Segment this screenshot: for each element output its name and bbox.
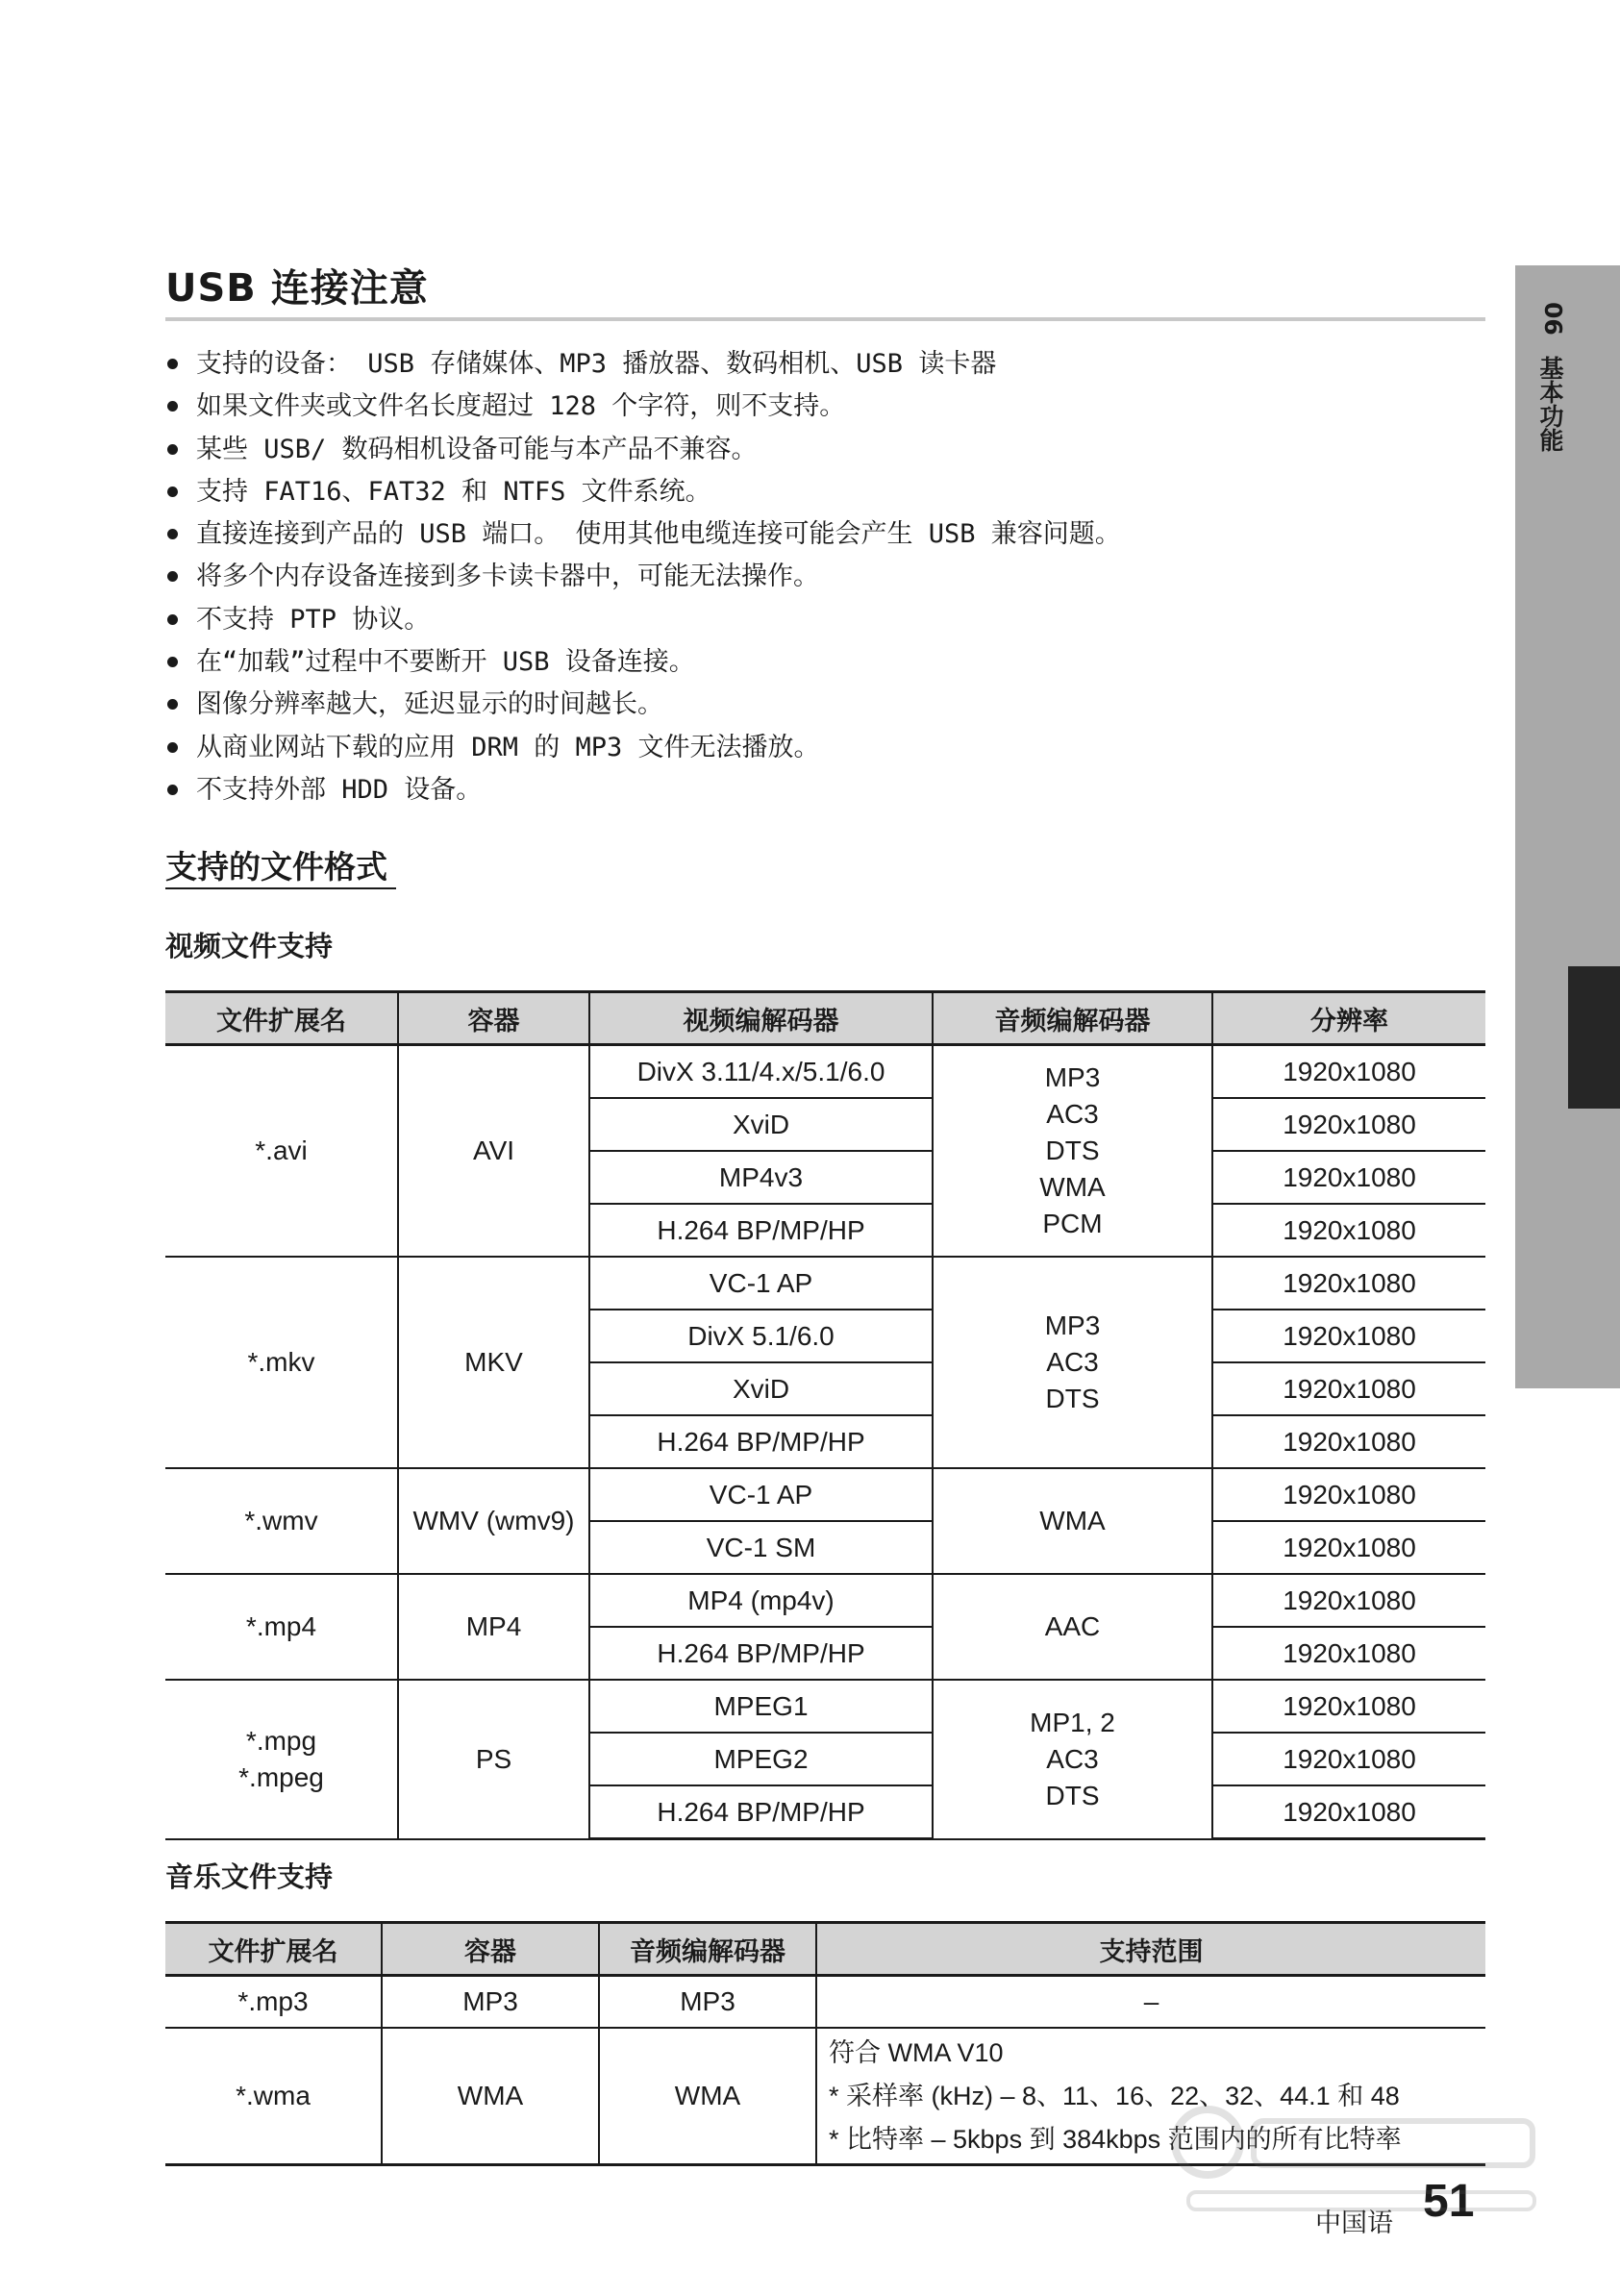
resolution-cell: 1920x1080 [1212, 1733, 1485, 1785]
file-extension-cell [165, 1257, 398, 1468]
table-row [165, 1976, 1485, 2029]
resolution-cell: 1920x1080 [1212, 1151, 1485, 1204]
table-row [165, 1045, 1485, 1099]
audio-codec: MP3 [1044, 1062, 1101, 1092]
container-cell: MP3 [382, 1976, 599, 2029]
video-codec-cell: MP4v3 [589, 1151, 933, 1204]
bullet-item [165, 513, 1492, 556]
file-extension: *.mpg [245, 1725, 317, 1756]
chapter-label [1515, 265, 1567, 477]
audio-codec-cell: MP3 [599, 1976, 816, 2029]
table-row [165, 1574, 1485, 1627]
chapter-title: 基本功能 [1536, 356, 1564, 453]
bullet-text: 某些 USB/ 数码相机设备可能与本产品不兼容。 [196, 434, 758, 464]
file-extension: *.mkv [247, 1347, 315, 1377]
audio-codec: MP3 [1044, 1310, 1101, 1340]
audio-codec: WMA [1039, 1172, 1106, 1202]
file-extension-cell [165, 1468, 398, 1574]
container-cell: WMA [382, 2028, 599, 2165]
audio-codec-cell: WMA [599, 2028, 816, 2165]
video-codec-cell: DivX 5.1/6.0 [589, 1310, 933, 1362]
bullet-text: 在“加载”过程中不要断开 USB 设备连接。 [196, 647, 695, 678]
bullet-text: 支持 FAT16、FAT32 和 NTFS 文件系统。 [196, 476, 711, 507]
table-row [165, 1680, 1485, 1733]
video-codec-cell: MPEG1 [589, 1680, 933, 1733]
file-extension: *.mpeg [238, 1761, 324, 1792]
bullet-item [165, 343, 1492, 386]
bullet-text: 不支持 PTP 协议。 [196, 604, 431, 635]
bullet-dot-icon [167, 444, 178, 455]
resolution-cell: 1920x1080 [1212, 1680, 1485, 1733]
resolution-cell: 1920x1080 [1212, 1415, 1485, 1468]
container-cell: MKV [398, 1257, 589, 1468]
support-range-cell [816, 1976, 1485, 2029]
video-codec-cell: MP4 (mp4v) [589, 1574, 933, 1627]
audio-codec: AAC [1044, 1611, 1101, 1641]
bullet-item [165, 556, 1492, 598]
video-codec-cell: H.264 BP/MP/HP [589, 1415, 933, 1468]
resolution-cell: 1920x1080 [1212, 1045, 1485, 1099]
table-row [165, 1257, 1485, 1310]
chapter-side-tab-marker [1568, 966, 1620, 1109]
page-number: 51 [1423, 2176, 1475, 2227]
column-header: 文件扩展名 [165, 1923, 382, 1976]
file-extension-cell: *.wma [165, 2028, 382, 2165]
video-subtitle: 视频文件支持 [165, 930, 334, 962]
resolution-cell: 1920x1080 [1212, 1257, 1485, 1310]
container-cell: WMV (wmv9) [398, 1468, 589, 1574]
audio-codec: PCM [1042, 1209, 1103, 1238]
container-cell: AVI [398, 1045, 589, 1258]
bullet-text: 支持的设备： USB 存储媒体、MP3 播放器、数码相机、USB 读卡器 [196, 349, 997, 379]
audio-codec-cell [933, 1680, 1212, 1839]
baidu-watermark-logo [1150, 2084, 1554, 2229]
resolution-cell: 1920x1080 [1212, 1468, 1485, 1521]
footer-language: 中国语 [1315, 2209, 1393, 2238]
bullet-item [165, 684, 1492, 726]
video-format-table [165, 990, 1485, 1840]
video-codec-cell: H.264 BP/MP/HP [589, 1785, 933, 1839]
bullet-text: 将多个内存设备连接到多卡读卡器中，可能无法操作。 [196, 562, 819, 592]
bullet-item [165, 727, 1492, 769]
audio-codec: DTS [1045, 1780, 1100, 1810]
bullet-item [165, 471, 1492, 513]
usb-notes-list [165, 343, 1492, 811]
resolution-cell: 1920x1080 [1212, 1204, 1485, 1257]
bullet-dot-icon [167, 785, 178, 795]
bullet-item [165, 599, 1492, 641]
audio-codec: AC3 [1046, 1347, 1099, 1377]
audio-codec-cell [933, 1468, 1212, 1574]
resolution-cell: 1920x1080 [1212, 1785, 1485, 1839]
video-codec-cell: VC-1 AP [589, 1257, 933, 1310]
resolution-cell: 1920x1080 [1212, 1098, 1485, 1151]
file-extension-cell [165, 1680, 398, 1839]
file-extension-cell [165, 1574, 398, 1680]
support-range-line: – [1143, 1986, 1159, 2016]
bullet-dot-icon [167, 401, 178, 412]
column-header: 音频编解码器 [933, 992, 1212, 1045]
support-range-line: * 比特率 – 5kbps 到 384kbps 范围内的所有比特率 [829, 2124, 1402, 2154]
audio-codec: DTS [1045, 1384, 1100, 1413]
bullet-text: 不支持外部 HDD 设备。 [196, 774, 483, 805]
bullet-dot-icon [167, 359, 178, 369]
support-range-line: 符合 WMA V10 [829, 2037, 1004, 2067]
audio-codec: AC3 [1046, 1099, 1099, 1129]
bullet-dot-icon [167, 742, 178, 753]
bullet-text: 直接连接到产品的 USB 端口。 使用其他电缆连接可能会产生 USB 兼容问题。 [196, 519, 1121, 550]
column-header: 容器 [382, 1923, 599, 1976]
video-codec-cell: DivX 3.11/4.x/5.1/6.0 [589, 1045, 933, 1099]
bullet-dot-icon [167, 487, 178, 497]
file-extension-cell [165, 1045, 398, 1258]
column-header: 容器 [398, 992, 589, 1045]
support-range-line: * 采样率 (kHz) – 8、11、16、22、32、44.1 和 48 [829, 2081, 1400, 2110]
file-extension: *.wmv [244, 1506, 318, 1535]
bullet-dot-icon [167, 699, 178, 710]
title-divider [165, 317, 1485, 321]
column-header: 文件扩展名 [165, 992, 398, 1045]
file-extension: *.mp4 [245, 1611, 317, 1641]
bullet-item [165, 386, 1492, 428]
audio-codec: DTS [1045, 1136, 1100, 1165]
bullet-item [165, 641, 1492, 684]
audio-codec-cell [933, 1045, 1212, 1258]
column-header: 分辨率 [1212, 992, 1485, 1045]
audio-codec: AC3 [1046, 1743, 1099, 1774]
resolution-cell: 1920x1080 [1212, 1574, 1485, 1627]
resolution-cell: 1920x1080 [1212, 1627, 1485, 1680]
resolution-cell: 1920x1080 [1212, 1521, 1485, 1574]
container-cell: PS [398, 1680, 589, 1839]
bullet-text: 从商业网站下载的应用 DRM 的 MP3 文件无法播放。 [196, 732, 820, 762]
column-header: 支持范围 [816, 1923, 1485, 1976]
bullet-dot-icon [167, 571, 178, 582]
resolution-cell: 1920x1080 [1212, 1362, 1485, 1415]
bullet-item [165, 429, 1492, 471]
container-cell: MP4 [398, 1574, 589, 1680]
video-codec-cell: VC-1 AP [589, 1468, 933, 1521]
file-extension: *.avi [255, 1136, 308, 1165]
bullet-dot-icon [167, 529, 178, 539]
page-title: USB 连接注意 [165, 266, 429, 311]
resolution-cell: 1920x1080 [1212, 1310, 1485, 1362]
video-codec-cell: VC-1 SM [589, 1521, 933, 1574]
column-header: 音频编解码器 [599, 1923, 816, 1976]
bullet-text: 图像分辨率越大，延迟显示的时间越长。 [196, 689, 663, 720]
video-codec-cell: H.264 BP/MP/HP [589, 1204, 933, 1257]
audio-codec: MP1, 2 [1030, 1707, 1115, 1737]
column-header: 视频编解码器 [589, 992, 933, 1045]
video-codec-cell: H.264 BP/MP/HP [589, 1627, 933, 1680]
section-title: 支持的文件格式 [165, 848, 387, 886]
bullet-text: 如果文件夹或文件名长度超过 128 个字符，则不支持。 [196, 391, 846, 422]
bullet-dot-icon [167, 657, 178, 667]
audio-codec-cell [933, 1257, 1212, 1468]
section-underline [165, 887, 396, 889]
table-row [165, 1468, 1485, 1521]
bullet-dot-icon [167, 614, 178, 625]
bullet-item [165, 769, 1492, 811]
music-subtitle: 音乐文件支持 [165, 1860, 334, 1893]
video-codec-cell: XviD [589, 1362, 933, 1415]
video-codec-cell: MPEG2 [589, 1733, 933, 1785]
video-codec-cell: XviD [589, 1098, 933, 1151]
audio-codec-cell [933, 1574, 1212, 1680]
chapter-number: 06 [1539, 301, 1567, 336]
file-extension-cell: *.mp3 [165, 1976, 382, 2029]
audio-codec: WMA [1039, 1506, 1106, 1535]
